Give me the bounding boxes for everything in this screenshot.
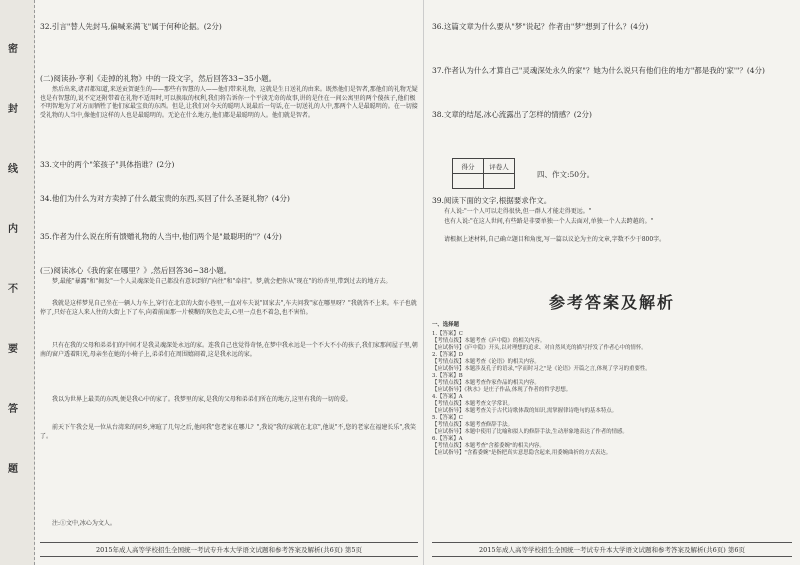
prompt-quote: 也有人说:"在这人世间,有些路是非要单独一个人去面对,单独一个人去跨越的。": [444, 218, 654, 225]
binding-margin: [0, 0, 35, 565]
answer-line: 【考情点拨】本题考查"含蓄委婉"的相关内容。: [432, 443, 545, 449]
section-3-paragraph: 前天下午我会见一位从台湾来的同乡,寒暄了几句之后,他问我"您老家在哪儿？",我说"我的家就在北京",他说"不,您的老家在福建长乐",我笑了。: [40, 424, 417, 440]
section-3-paragraph: 只有在我的父母和弟弟们的中间才是我灵魂深处永远的家。连我自己也觉得奇怪,在梦中我永远是一个不大不小的孩子,我们家那间屋子里,朝南的窗户透着阳光,母亲坐在她的小椅子上,弟弟们在周围嬉闹着,这是我永远的家。: [40, 342, 418, 358]
grader-cell-label: 评卷人: [484, 159, 515, 174]
reference-title: 参考答案及解析: [548, 293, 675, 312]
answer-line: 【考情点拨】本题考查《论语》的相关内容。: [432, 359, 540, 365]
question-35: 35.作者为什么说在所有馈赠礼物的人当中,他们两个是"最聪明的"？(4分): [40, 232, 282, 241]
answer-line: 5.【答案】C: [432, 415, 463, 421]
margin-seal-char: 要: [8, 344, 18, 355]
section-4-heading: 四、作文:50分。: [537, 170, 595, 179]
margin-seal-char: 题: [8, 464, 18, 475]
page-footer: 2015年成人高等学校招生全国统一考试专升本大学语文试题和参考答案及解析(共6页) 第6页: [432, 542, 792, 557]
question-36: 36.这篇文章为什么要从"梦"说起？作者由"梦"想到了什么？(4分): [432, 22, 649, 31]
answer-line: 1.【答案】C: [432, 331, 463, 337]
question-32: 32.引言"替人先封马,偏喊来满飞"属于何种论据。(2分): [40, 22, 222, 31]
answer-line: 2.【答案】D: [432, 352, 464, 358]
section-3-paragraph: 梦,最能"暴露"和"揭发"一个人灵魂深处自己都没有意识到的"向往"和"牵挂"。梦,就会把你从"现在"的纷沓里,带到过去的地方去。: [52, 278, 392, 285]
page-divider: [423, 0, 424, 565]
answer-line: 【考情点拨】本题考查《庐中隐》的相关内容。: [432, 338, 546, 344]
answer-line: 4.【答案】A: [432, 394, 463, 400]
margin-seal-char: 线: [8, 164, 18, 175]
answer-line: 【应试指导】《庐中隐》开头,以对理想的追求、对自然风光的描写抒发了作者心中的情怀。: [432, 345, 647, 351]
page-footer: 2015年成人高等学校招生全国统一考试专升本大学语文试题和参考答案及解析(共6页) 第5页: [40, 542, 418, 557]
margin-seal-char: 密: [8, 44, 18, 55]
answer-line: 【应试指导】本题涉及孔子的语录,"学而时习之"是《论语》开篇之言,体现了学习的重要性。: [432, 366, 651, 372]
margin-seal-char: 封: [8, 104, 18, 115]
answer-line: 【应试指导】本题中使用了比喻和拟人的修辞手法,生动形象地表达了作者的情感。: [432, 429, 628, 435]
section-3-heading: (三)阅读冰心《我的家在哪里？》,然后回答36~38小题。: [40, 266, 232, 275]
margin-seal-char: 答: [8, 404, 18, 415]
score-cell-label: 得分: [453, 159, 484, 174]
answer-line: 【应试指导】"含蓄委婉"是指把真实意思隐含起来,用委婉曲折的方式表达。: [432, 450, 612, 456]
answer-line: 【考情点拨】本题考查作家作品的相关内容。: [432, 380, 540, 386]
section-3-paragraph: 我以为世界上最美的东西,便是我心中的家了。我梦里的家,是我的父母和弟弟们所在的地方,这里有我的一切的爱。: [52, 396, 352, 403]
answer-line: 【应试指导】《秋水》是庄子作品,体现了作者的哲学思想。: [432, 387, 572, 393]
footnote: 注:①文中,冰心为文人。: [52, 520, 116, 527]
answer-line: 3.【答案】B: [432, 373, 463, 379]
section-2-heading: (二)阅读孙·亨利《走掉的礼物》中的一段文字，然后回答33~35小题。: [40, 74, 277, 83]
left-page: [40, 0, 418, 565]
section-2-passage: 然后出来,诸君都知道,来送贡贺诞生的——那些有智慧的人——他们带来礼物，这就是生日送礼的由来。既然他们是智者,那他们的礼物无疑也是有智慧的,说不定还附带着在礼物不适用时,可以换取的权利,我们将告诉你一个平淡无奇的故事,讲的是住在一间公寓里的两个傻孩子,他们极不明智地为了对方而牺牲了他们家最宝贵的东西。但是,让我们对今天的聪明人说最后一句话,在一切送礼的人中,那两个人是最聪明的。在一切接受礼物的人当中,像他们这样的人也是最聪明的。无论在什么地方,他们都是最聪明的人。他们就是智者。: [40, 86, 418, 119]
answer-line: 6.【答案】A: [432, 436, 463, 442]
margin-seal-char: 不: [8, 284, 18, 295]
question-38: 38.文章的结尾,冰心流露出了怎样的情感？(2分): [432, 110, 592, 119]
question-39: 39.阅读下面的文字,根据要求作文。: [432, 196, 552, 205]
answer-section-heading: 一、选择题: [432, 322, 459, 328]
section-3-paragraph: 我就是这样梦见自己坐在一辆人力车上,穿行在北京的大街小巷里,一直对车夫说"回家去",车夫问我"家在哪里呀？"我就答不上来。车子也就停了,只好在这人来人往的大街上下了车,向着前面那一片模糊的灰色走去,心里一点也不着急,也不害怕。: [40, 300, 417, 316]
question-33: 33.文中的两个"笨孩子"具体指谁？(2分): [40, 160, 175, 169]
score-cell: [453, 174, 484, 189]
answer-line: 【考情点拨】本题考查修辞手法。: [432, 422, 513, 428]
margin-seal-char: 内: [8, 224, 18, 235]
answer-line: 【应试指导】本题考查关于古代诗歌体裁的知识,需掌握律诗绝句的基本特点。: [432, 408, 617, 414]
answer-list: [432, 331, 792, 457]
grader-cell: [484, 174, 515, 189]
prompt-requirement: 请根据上述材料,自己确立题目和角度,写一篇以议论为主的文章,字数不少于800字。: [444, 236, 666, 243]
prompt-quote: 有人说:"一个人可以走得很快,但一群人才能走得更远。": [444, 208, 592, 215]
score-table: [452, 158, 515, 189]
question-37: 37.作者认为什么才算自己"灵魂深处永久的家"？她为什么说只有他们住的地方"都是我的'家'"？(4分): [432, 66, 765, 75]
answer-line: 【考情点拨】本题考查文学常识。: [432, 401, 513, 407]
right-page: [432, 0, 792, 565]
question-34: 34.他们为什么为对方卖掉了什么最宝贵的东西,买回了什么圣诞礼物？(4分): [40, 194, 290, 203]
